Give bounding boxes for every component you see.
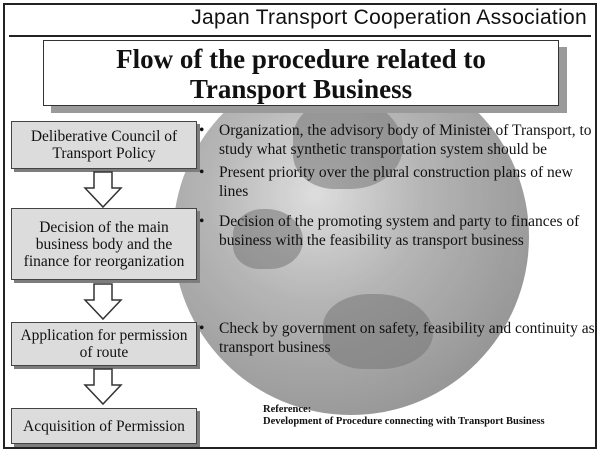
organization-header: Japan Transport Cooperation Association (191, 6, 587, 29)
step-decision-business-body: Decision of the main business body and the finance for reorganization (11, 208, 197, 280)
down-arrow-icon (83, 171, 123, 209)
title-line-2: Transport Business (189, 74, 413, 104)
list-item (199, 319, 595, 357)
bullet-text: Organization, the advisory body of Minister of Transport, to study what synthetic transportation system should be (219, 122, 592, 158)
bullet-text: Present priority over the plural construction plans of new lines (219, 164, 573, 200)
slide-frame (3, 3, 597, 449)
description-group-2 (199, 212, 595, 254)
list-item (199, 121, 595, 159)
down-arrow-icon (83, 368, 123, 406)
title-line-1: Flow of the procedure related to (116, 44, 486, 74)
step-application-permission: Application for permission of route (11, 322, 197, 366)
list-item (199, 163, 595, 201)
bullet-text: Decision of the promoting system and party to finances of business with the feasibility as transport business (219, 213, 580, 249)
reference-note (263, 404, 545, 428)
reference-label: Reference: (263, 404, 312, 415)
bullet-icon: • (199, 320, 205, 337)
list-item (199, 212, 595, 250)
step-deliberative-council: Deliberative Council of Transport Policy (11, 121, 197, 169)
header-divider (9, 35, 591, 37)
description-group-3 (199, 319, 595, 361)
description-group-1 (199, 121, 595, 205)
bullet-icon: • (199, 164, 205, 181)
page-title (43, 40, 559, 106)
step-acquisition-permission: Acquisition of Permission (11, 408, 197, 444)
down-arrow-icon (83, 283, 123, 321)
bullet-icon: • (199, 213, 205, 230)
bullet-text: Check by government on safety, feasibility and continuity as transport business (219, 320, 595, 356)
reference-text: Development of Procedure connecting with Transport Business (263, 416, 545, 427)
bullet-icon: • (199, 122, 205, 139)
